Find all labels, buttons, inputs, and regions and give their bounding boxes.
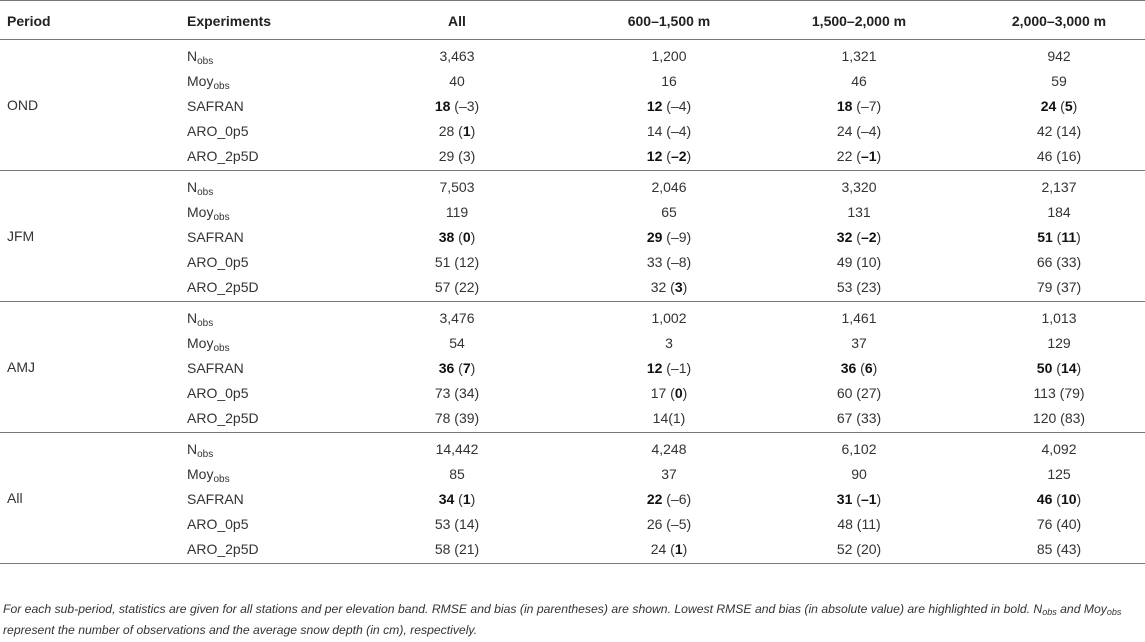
value-cell: 125 — [1047, 466, 1071, 482]
value-cell: 7,503 — [439, 179, 475, 195]
value-cell: 24 (5) — [1040, 98, 1078, 114]
value-cell: 24 (–4) — [836, 123, 882, 139]
header-band-1500-2000: 1,500–2,000 m — [811, 13, 907, 29]
value-cell: 52 (20) — [836, 541, 882, 557]
table-row — [0, 356, 1145, 381]
table-row — [0, 512, 1145, 537]
value-cell: 59 — [1051, 73, 1067, 89]
table-row — [0, 119, 1145, 144]
value-cell: 24 (1) — [650, 541, 688, 557]
experiment-label: ARO_0p5 — [187, 385, 249, 401]
value-cell: 53 (14) — [434, 516, 480, 532]
value-cell: 49 (10) — [836, 254, 882, 270]
value-cell: 12 (–1) — [646, 360, 692, 376]
footnote-moy-obs: Moy$_{obs}$ — [1083, 602, 1122, 617]
value-cell: 38 (0) — [438, 229, 476, 245]
experiment-label: $N_{obs}$ — [187, 48, 214, 67]
value-cell: 3,320 — [841, 179, 877, 195]
value-cell: 18 (–3) — [434, 98, 480, 114]
value-cell: 73 (34) — [434, 385, 480, 401]
period-group — [0, 171, 1145, 302]
value-cell: 57 (22) — [434, 279, 480, 295]
value-cell: 65 — [661, 204, 677, 220]
value-cell: 131 — [847, 204, 871, 220]
experiment-label: SAFRAN — [187, 360, 244, 376]
value-cell: 3 — [665, 335, 673, 351]
value-cell: 1,200 — [651, 48, 687, 64]
footnote-text-1: For each sub-period, statistics are given for all stations and per elevation band. RMSE and bias (in parentheses) are shown. Lowest RMSE and bias (in absolute value) are highlighted in bold. — [3, 602, 1034, 616]
footnote-text-2: represent the number of observations and the average snow depth (in cm), respectively. — [3, 623, 477, 637]
table-row — [0, 437, 1145, 462]
value-cell: 34 (1) — [438, 491, 476, 507]
value-cell: 32 (–2) — [836, 229, 882, 245]
value-cell: 66 (33) — [1036, 254, 1082, 270]
table-footnote: For each sub-period, statistics are given for all stations and per elevation band. RMSE and bias (in parentheses) are shown. Lowest RMSE and bias (in absolute value) are highlighted in bold. $N_{obs}$ and Moy$_{obs}$ represent the number of observations and the average snow depth (in cm), respectively. — [3, 602, 1122, 637]
table-row — [0, 200, 1145, 225]
value-cell: 53 (23) — [836, 279, 882, 295]
value-cell: 1,461 — [841, 310, 877, 326]
period-label: AMJ — [7, 359, 35, 375]
value-cell: 942 — [1047, 48, 1071, 64]
value-cell: 37 — [851, 335, 867, 351]
experiment-label: SAFRAN — [187, 491, 244, 507]
value-cell: 129 — [1047, 335, 1071, 351]
header-experiments: Experiments — [187, 13, 272, 29]
value-cell: 3,476 — [439, 310, 475, 326]
value-cell: 29 (3) — [438, 148, 476, 164]
experiment-label: ARO_0p5 — [187, 254, 249, 270]
value-cell: 28 (1) — [438, 123, 476, 139]
value-cell: 51 (12) — [434, 254, 480, 270]
value-cell: 85 — [449, 466, 465, 482]
table-row — [0, 250, 1145, 275]
experiment-label: ARO_2p5D — [187, 148, 259, 164]
value-cell: 4,248 — [651, 441, 687, 457]
value-cell: 1,321 — [841, 48, 877, 64]
table-row — [0, 462, 1145, 487]
experiment-label: SAFRAN — [187, 98, 244, 114]
experiment-label: $N_{obs}$ — [187, 441, 214, 460]
period-label: All — [7, 490, 23, 506]
value-cell: 48 (11) — [837, 516, 881, 532]
value-cell: 2,046 — [651, 179, 687, 195]
table-row — [0, 275, 1145, 300]
experiment-label: Moy$_{obs}$ — [187, 466, 230, 485]
value-cell: 16 — [661, 73, 677, 89]
table-row — [0, 331, 1145, 356]
table-row — [0, 406, 1145, 431]
experiment-label: ARO_2p5D — [187, 279, 259, 295]
table-row — [0, 225, 1145, 250]
period-group — [0, 40, 1145, 171]
table-row — [0, 144, 1145, 169]
header-band-2000-3000: 2,000–3,000 m — [1011, 13, 1107, 29]
experiment-label: Moy$_{obs}$ — [187, 204, 230, 223]
table-row — [0, 69, 1145, 94]
header-period: Period — [7, 13, 51, 29]
value-cell: 58 (21) — [434, 541, 480, 557]
value-cell: 1,013 — [1041, 310, 1077, 326]
experiment-label: Moy$_{obs}$ — [187, 73, 230, 92]
value-cell: 31 (–1) — [836, 491, 882, 507]
table-row — [0, 306, 1145, 331]
value-cell: 14,442 — [435, 441, 479, 457]
value-cell: 78 (39) — [434, 410, 480, 426]
value-cell: 1,002 — [651, 310, 687, 326]
table-row — [0, 487, 1145, 512]
experiment-label: SAFRAN — [187, 229, 244, 245]
period-group — [0, 433, 1145, 564]
period-label: JFM — [7, 228, 35, 244]
value-cell: 184 — [1047, 204, 1071, 220]
experiment-label: Moy$_{obs}$ — [187, 335, 230, 354]
value-cell: 51 (11) — [1037, 229, 1081, 245]
experiment-label: ARO_2p5D — [187, 410, 259, 426]
table-row — [0, 44, 1145, 69]
value-cell: 120 (83) — [1032, 410, 1086, 426]
value-cell: 37 — [661, 466, 677, 482]
value-cell: 26 (–5) — [646, 516, 692, 532]
experiment-label: ARO_2p5D — [187, 541, 259, 557]
value-cell: 22 (–6) — [646, 491, 692, 507]
period-group — [0, 302, 1145, 433]
experiment-label: $N_{obs}$ — [187, 179, 214, 198]
value-cell: 76 (40) — [1036, 516, 1082, 532]
value-cell: 12 (–2) — [646, 148, 692, 164]
table-row — [0, 381, 1145, 406]
value-cell: 46 (16) — [1036, 148, 1082, 164]
value-cell: 14 (–4) — [646, 123, 692, 139]
value-cell: 50 (14) — [1036, 360, 1082, 376]
value-cell: 12 (–4) — [646, 98, 692, 114]
value-cell: 46 (10) — [1036, 491, 1082, 507]
table-row — [0, 94, 1145, 119]
table-header-row — [0, 0, 1145, 40]
header-all: All — [448, 13, 466, 29]
value-cell: 32 (3) — [650, 279, 688, 295]
table-row — [0, 175, 1145, 200]
value-cell: 4,092 — [1041, 441, 1077, 457]
value-cell: 42 (14) — [1036, 123, 1082, 139]
value-cell: 36 (7) — [438, 360, 476, 376]
value-cell: 54 — [449, 335, 465, 351]
table-body — [0, 40, 1145, 564]
value-cell: 33 (–8) — [646, 254, 692, 270]
value-cell: 40 — [449, 73, 465, 89]
value-cell: 90 — [851, 466, 867, 482]
value-cell: 17 (0) — [650, 385, 688, 401]
value-cell: 22 (–1) — [836, 148, 882, 164]
footnote-n-obs: $N_{obs}$ — [1033, 602, 1057, 617]
table-row — [0, 537, 1145, 562]
experiment-label: ARO_0p5 — [187, 123, 249, 139]
experiment-label: ARO_0p5 — [187, 516, 249, 532]
value-cell: 46 — [851, 73, 867, 89]
value-cell: 14(1) — [652, 410, 686, 426]
experiment-label: $N_{obs}$ — [187, 310, 214, 329]
value-cell: 6,102 — [841, 441, 877, 457]
value-cell: 119 — [445, 204, 469, 220]
value-cell: 60 (27) — [836, 385, 882, 401]
value-cell: 113 (79) — [1033, 385, 1085, 401]
value-cell: 67 (33) — [836, 410, 882, 426]
value-cell: 2,137 — [1041, 179, 1077, 195]
value-cell: 29 (–9) — [646, 229, 692, 245]
header-band-600-1500: 600–1,500 m — [627, 13, 711, 29]
value-cell: 3,463 — [439, 48, 475, 64]
value-cell: 36 (6) — [840, 360, 878, 376]
period-label: OND — [7, 97, 39, 113]
value-cell: 79 (37) — [1036, 279, 1082, 295]
value-cell: 18 (–7) — [836, 98, 882, 114]
value-cell: 85 (43) — [1036, 541, 1082, 557]
